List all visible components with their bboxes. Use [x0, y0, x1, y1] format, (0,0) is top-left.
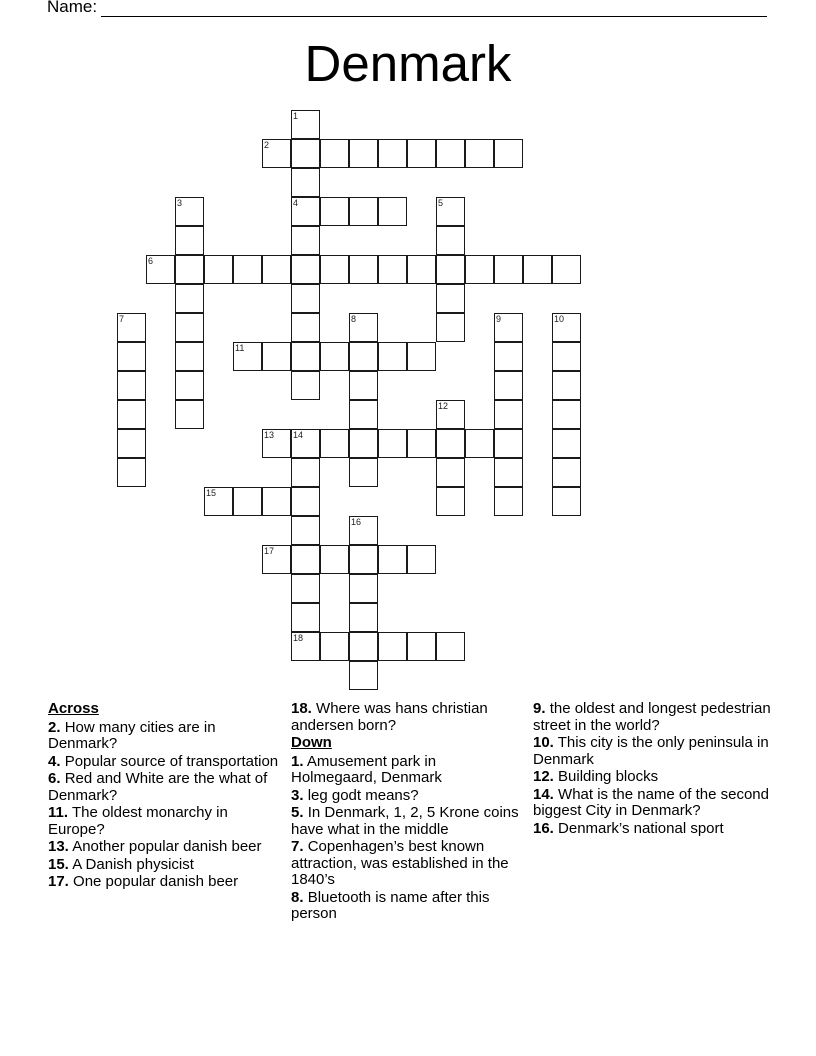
clue-across-4: 4. Popular source of transportation: [48, 752, 279, 770]
clue-number: 4: [293, 198, 299, 208]
grid-cell[interactable]: [291, 110, 320, 139]
grid-cell[interactable]: [262, 139, 291, 168]
grid-cell[interactable]: [436, 255, 465, 284]
grid-cell[interactable]: [117, 400, 146, 429]
clues-column-3: [533, 701, 773, 838]
grid-cell[interactable]: [320, 429, 349, 458]
grid-cell[interactable]: [262, 255, 291, 284]
clue-down-12: 12. Building blocks: [533, 768, 659, 785]
grid-cell[interactable]: [175, 400, 204, 429]
clue-number: 9: [496, 314, 502, 324]
name-label: Name:: [47, 0, 98, 16]
grid-cell[interactable]: [291, 545, 320, 574]
grid-cell[interactable]: [233, 342, 262, 371]
grid-cell[interactable]: [552, 400, 581, 429]
clue-number: 12: [438, 401, 449, 411]
grid-cell[interactable]: [349, 255, 378, 284]
clue-down-10: 10. This city is the only peninsula in Denmark: [533, 734, 769, 768]
clue-across-6: 6. Red and White are the what of Denmark?: [48, 770, 268, 804]
grid-cell[interactable]: [407, 632, 436, 661]
grid-cell[interactable]: [378, 342, 407, 371]
grid-cell[interactable]: [349, 574, 378, 603]
grid-cell[interactable]: [175, 197, 204, 226]
grid-cell[interactable]: [436, 226, 465, 255]
clue-number: 10: [554, 314, 565, 324]
grid-cell[interactable]: [175, 255, 204, 284]
grid-cell[interactable]: [291, 284, 320, 313]
clue-number: 6: [148, 256, 154, 266]
grid-cell[interactable]: [349, 603, 378, 632]
grid-cell[interactable]: [407, 342, 436, 371]
grid-cell[interactable]: [175, 342, 204, 371]
grid-cell[interactable]: [552, 458, 581, 487]
grid-cell[interactable]: [291, 458, 320, 487]
down-heading: Down: [291, 734, 332, 751]
grid-cell[interactable]: [494, 255, 523, 284]
grid-cell[interactable]: [117, 371, 146, 400]
grid-cell[interactable]: [349, 661, 378, 690]
grid-cell[interactable]: [436, 139, 465, 168]
grid-cell[interactable]: [349, 139, 378, 168]
clue-across-17: 17. One popular danish beer: [48, 873, 239, 890]
grid-cell[interactable]: [291, 371, 320, 400]
grid-cell[interactable]: [349, 400, 378, 429]
clue-number: 15: [206, 488, 217, 498]
clue-down-7: 7. Copenhagen’s best known attraction, was established in the 1840’s: [291, 838, 509, 888]
grid-cell[interactable]: [436, 487, 465, 516]
grid-cell[interactable]: [291, 168, 320, 197]
grid-cell[interactable]: [291, 255, 320, 284]
grid-cell[interactable]: [436, 458, 465, 487]
grid-cell[interactable]: [349, 197, 378, 226]
grid-cell[interactable]: [291, 632, 320, 661]
grid-cell[interactable]: [291, 516, 320, 545]
grid-cell[interactable]: [349, 516, 378, 545]
grid-cell[interactable]: [146, 255, 175, 284]
clue-down-16: 16. Denmark’s national sport: [533, 819, 724, 837]
clues-column-2: [291, 701, 523, 924]
grid-cell[interactable]: [349, 458, 378, 487]
clue-across-11: 11. The oldest monarchy in Europe?: [48, 804, 228, 838]
grid-cell[interactable]: [291, 342, 320, 371]
grid-cell[interactable]: [552, 429, 581, 458]
clue-across-15: 15. A Danish physicist: [48, 855, 194, 873]
clue-number: 8: [351, 314, 357, 324]
clue-number: 5: [438, 198, 444, 208]
grid-cell[interactable]: [465, 429, 494, 458]
grid-cell[interactable]: [436, 284, 465, 313]
clue-number: 7: [119, 314, 125, 324]
grid-cell[interactable]: [378, 632, 407, 661]
grid-cell[interactable]: [349, 371, 378, 400]
across-heading: Across: [48, 700, 99, 717]
grid-cell[interactable]: [552, 313, 581, 342]
grid-cell[interactable]: [291, 487, 320, 516]
grid-cell[interactable]: [407, 545, 436, 574]
grid-cell[interactable]: [552, 487, 581, 516]
grid-cell[interactable]: [436, 632, 465, 661]
grid-cell[interactable]: [117, 429, 146, 458]
grid-cell[interactable]: [378, 545, 407, 574]
clue-down-5: 5. In Denmark, 1, 2, 5 Krone coins have what in the middle: [291, 804, 519, 838]
clue-number: 3: [177, 198, 183, 208]
grid-cell[interactable]: [378, 197, 407, 226]
grid-cell[interactable]: [494, 371, 523, 400]
grid-cell[interactable]: [291, 226, 320, 255]
grid-cell[interactable]: [378, 255, 407, 284]
grid-cell[interactable]: [552, 255, 581, 284]
grid-cell[interactable]: [552, 371, 581, 400]
grid-cell[interactable]: [465, 139, 494, 168]
grid-cell[interactable]: [349, 632, 378, 661]
clue-number: 16: [351, 517, 362, 527]
clue-across-13: 13. Another popular danish beer: [48, 838, 262, 855]
grid-cell[interactable]: [320, 197, 349, 226]
grid-cell[interactable]: [349, 342, 378, 371]
grid-cell[interactable]: [349, 313, 378, 342]
grid-cell[interactable]: [175, 284, 204, 313]
grid-cell[interactable]: [494, 429, 523, 458]
grid-cell[interactable]: [262, 429, 291, 458]
clue-number: 11: [235, 343, 245, 353]
grid-cell[interactable]: [552, 342, 581, 371]
grid-cell[interactable]: [436, 313, 465, 342]
grid-cell[interactable]: [378, 429, 407, 458]
grid-cell[interactable]: [117, 458, 146, 487]
grid-cell[interactable]: [436, 429, 465, 458]
grid-cell[interactable]: [291, 313, 320, 342]
grid-cell[interactable]: [204, 255, 233, 284]
clue-down-14: 14. What is the name of the second biggest City in Denmark?: [533, 785, 769, 819]
grid-cell[interactable]: [436, 400, 465, 429]
grid-cell[interactable]: [320, 342, 349, 371]
grid-cell[interactable]: [291, 429, 320, 458]
grid-cell[interactable]: [233, 487, 262, 516]
clue-number: 14: [293, 430, 304, 440]
clues-column-1: [48, 701, 280, 892]
clue-across-2: 2. How many cities are in Denmark?: [48, 718, 216, 752]
clue-down-8: 8. Bluetooth is name after this person: [291, 888, 490, 922]
grid-cell[interactable]: [291, 197, 320, 226]
clue-down-3: 3. leg godt means?: [291, 786, 419, 804]
grid-cell[interactable]: [262, 487, 291, 516]
grid-cell[interactable]: [349, 545, 378, 574]
grid-cell[interactable]: [175, 371, 204, 400]
grid-cell[interactable]: [494, 139, 523, 168]
grid-cell[interactable]: [523, 255, 552, 284]
grid-cell[interactable]: [204, 487, 233, 516]
grid-cell[interactable]: [175, 226, 204, 255]
grid-cell[interactable]: [407, 429, 436, 458]
clue-number: 17: [264, 546, 275, 556]
grid-cell[interactable]: [117, 313, 146, 342]
clue-down-9: 9. the oldest and longest pedestrian street in the world?: [533, 700, 771, 734]
grid-cell[interactable]: [262, 545, 291, 574]
grid-cell[interactable]: [291, 603, 320, 632]
clue-number: 13: [264, 430, 275, 440]
grid-cell[interactable]: [320, 139, 349, 168]
grid-cell[interactable]: [378, 139, 407, 168]
grid-cell[interactable]: [494, 487, 523, 516]
grid-cell[interactable]: [465, 255, 494, 284]
grid-cell[interactable]: [320, 255, 349, 284]
grid-cell[interactable]: [320, 545, 349, 574]
clue-across-18: 18. Where was hans christian andersen born?: [291, 700, 488, 734]
grid-cell[interactable]: [349, 429, 378, 458]
grid-cell[interactable]: [291, 574, 320, 603]
grid-cell[interactable]: [436, 197, 465, 226]
clue-down-1: 1. Amusement park in Holmegaard, Denmark: [291, 752, 442, 786]
grid-cell[interactable]: [494, 313, 523, 342]
grid-cell[interactable]: [320, 632, 349, 661]
grid-cell[interactable]: [494, 458, 523, 487]
grid-cell[interactable]: [262, 342, 291, 371]
grid-cell[interactable]: [407, 255, 436, 284]
grid-cell[interactable]: [407, 139, 436, 168]
clue-number: 1: [293, 111, 299, 121]
grid-cell[interactable]: [117, 342, 146, 371]
grid-cell[interactable]: [175, 313, 204, 342]
grid-cell[interactable]: [291, 139, 320, 168]
grid-cell[interactable]: [494, 342, 523, 371]
grid-cell[interactable]: [233, 255, 262, 284]
clue-number: 2: [264, 140, 270, 150]
grid-cell[interactable]: [494, 400, 523, 429]
page-title: Denmark: [304, 35, 512, 92]
clue-number: 18: [293, 633, 304, 643]
